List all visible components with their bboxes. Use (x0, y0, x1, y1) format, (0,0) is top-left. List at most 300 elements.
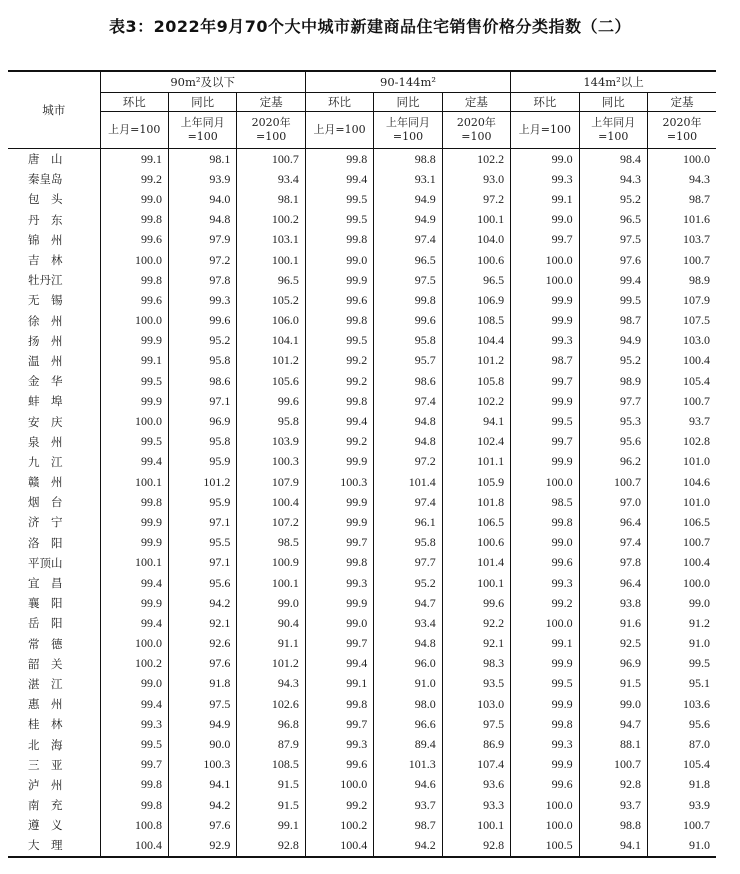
value-cell: 100.2 (100, 654, 168, 674)
value-cell: 99.2 (305, 432, 373, 452)
value-cell: 99.6 (305, 290, 373, 310)
city-cell: 泉 州 (28, 434, 63, 449)
value-cell: 96.1 (374, 512, 442, 532)
value-cell: 97.0 (579, 492, 647, 512)
value-cell: 97.1 (168, 512, 236, 532)
value-cell: 98.4 (579, 149, 647, 170)
city-cell: 湛 江 (28, 676, 63, 691)
value-cell: 94.7 (374, 593, 442, 613)
value-cell: 99.9 (511, 290, 579, 310)
header-subhead: 环比 (100, 93, 168, 112)
value-cell: 97.4 (579, 533, 647, 553)
value-cell: 99.1 (511, 189, 579, 209)
value-cell: 99.9 (511, 311, 579, 331)
table-header (8, 71, 716, 149)
value-cell: 100.3 (168, 755, 236, 775)
value-cell: 94.2 (374, 835, 442, 856)
header-subhead: 环比 (511, 93, 579, 112)
value-cell: 98.8 (374, 149, 442, 170)
value-cell: 100.0 (100, 311, 168, 331)
value-cell: 99.2 (305, 351, 373, 371)
value-cell: 105.9 (442, 472, 510, 492)
value-cell: 100.3 (237, 452, 305, 472)
value-cell: 99.9 (100, 533, 168, 553)
value-cell: 99.5 (305, 189, 373, 209)
value-cell: 97.4 (374, 492, 442, 512)
value-cell: 93.7 (374, 795, 442, 815)
value-cell: 94.1 (442, 411, 510, 431)
value-cell: 99.6 (100, 230, 168, 250)
value-cell: 96.4 (579, 573, 647, 593)
table-row (8, 411, 716, 431)
value-cell: 99.8 (100, 492, 168, 512)
city-cell: 烟 台 (28, 495, 63, 510)
table-title: 表3：2022年9月70个大中城市新建商品住宅销售价格分类指数（二） (108, 17, 632, 36)
value-cell: 99.4 (305, 654, 373, 674)
value-cell: 99.9 (305, 270, 373, 290)
value-cell: 99.0 (511, 210, 579, 230)
value-cell: 96.0 (374, 654, 442, 674)
city-cell: 牡丹江 (28, 273, 63, 288)
table-row (8, 694, 716, 714)
value-cell: 99.1 (237, 815, 305, 835)
header-group-small: 90m²及以下 (100, 71, 305, 93)
header-base: 上年同月 =100 (168, 112, 236, 149)
value-cell: 101.2 (237, 351, 305, 371)
value-cell: 95.6 (647, 714, 716, 734)
value-cell: 92.8 (237, 835, 305, 856)
value-cell: 102.6 (237, 694, 305, 714)
table-row (8, 734, 716, 754)
value-cell: 107.9 (237, 472, 305, 492)
table-row (8, 492, 716, 512)
value-cell: 99.9 (511, 654, 579, 674)
city-cell: 赣 州 (28, 475, 63, 490)
value-cell: 97.8 (579, 553, 647, 573)
value-cell: 100.2 (305, 815, 373, 835)
value-cell: 96.9 (579, 654, 647, 674)
value-cell: 99.7 (305, 634, 373, 654)
value-cell: 98.0 (374, 694, 442, 714)
value-cell: 103.1 (237, 230, 305, 250)
price-index-table-container (8, 70, 716, 858)
value-cell: 100.7 (647, 391, 716, 411)
value-cell: 102.4 (442, 432, 510, 452)
value-cell: 90.4 (237, 613, 305, 633)
table-row (8, 755, 716, 775)
value-cell: 96.2 (579, 452, 647, 472)
value-cell: 96.9 (168, 411, 236, 431)
value-cell: 99.9 (100, 331, 168, 351)
value-cell: 95.2 (579, 189, 647, 209)
header-base: 2020年 =100 (647, 112, 716, 149)
table-row (8, 371, 716, 391)
value-cell: 97.6 (168, 815, 236, 835)
city-cell: 大 理 (8, 835, 100, 856)
value-cell: 98.7 (511, 351, 579, 371)
header-subhead: 定基 (442, 93, 510, 112)
table-row (8, 613, 716, 633)
value-cell: 93.0 (442, 169, 510, 189)
value-cell: 99.8 (100, 210, 168, 230)
value-cell: 100.7 (647, 815, 716, 835)
value-cell: 97.2 (168, 250, 236, 270)
value-cell: 94.9 (579, 331, 647, 351)
value-cell: 105.8 (442, 371, 510, 391)
header-base: 上年同月 =100 (579, 112, 647, 149)
value-cell: 95.6 (579, 432, 647, 452)
value-cell: 104.1 (237, 331, 305, 351)
header-subhead: 定基 (237, 93, 305, 112)
value-cell: 102.2 (442, 391, 510, 411)
value-cell: 98.7 (647, 189, 716, 209)
city-cell: 安 庆 (28, 414, 63, 429)
value-cell: 96.5 (442, 270, 510, 290)
value-cell: 99.0 (237, 593, 305, 613)
value-cell: 102.2 (442, 149, 510, 170)
value-cell: 99.4 (305, 411, 373, 431)
value-cell: 100.1 (237, 573, 305, 593)
city-cell: 宜 昌 (28, 576, 63, 591)
value-cell: 94.6 (374, 775, 442, 795)
value-cell: 98.5 (511, 492, 579, 512)
value-cell: 99.5 (100, 734, 168, 754)
value-cell: 98.6 (168, 371, 236, 391)
value-cell: 100.4 (100, 835, 168, 856)
city-cell: 包 头 (28, 192, 63, 207)
value-cell: 99.7 (511, 371, 579, 391)
value-cell: 100.4 (305, 835, 373, 856)
header-subhead: 定基 (647, 93, 716, 112)
value-cell: 99.1 (100, 149, 168, 170)
value-cell: 98.9 (647, 270, 716, 290)
table-row (8, 553, 716, 573)
value-cell: 96.5 (237, 270, 305, 290)
value-cell: 88.1 (579, 734, 647, 754)
value-cell: 106.9 (442, 290, 510, 310)
value-cell: 99.8 (305, 149, 373, 170)
value-cell: 107.9 (647, 290, 716, 310)
value-cell: 95.8 (168, 432, 236, 452)
value-cell: 100.0 (100, 250, 168, 270)
value-cell: 99.3 (511, 573, 579, 593)
value-cell: 99.2 (511, 593, 579, 613)
value-cell: 97.5 (579, 230, 647, 250)
value-cell: 101.4 (374, 472, 442, 492)
city-cell: 徐 州 (28, 313, 63, 328)
value-cell: 93.9 (647, 795, 716, 815)
value-cell: 108.5 (237, 755, 305, 775)
value-cell: 99.6 (442, 593, 510, 613)
city-cell: 桂 林 (28, 717, 63, 732)
value-cell: 92.8 (579, 775, 647, 795)
value-cell: 100.1 (442, 815, 510, 835)
value-cell: 98.7 (579, 311, 647, 331)
value-cell: 101.1 (442, 452, 510, 472)
value-cell: 104.0 (442, 230, 510, 250)
value-cell: 86.9 (442, 734, 510, 754)
value-cell: 104.6 (647, 472, 716, 492)
value-cell: 99.0 (100, 674, 168, 694)
table-row (8, 432, 716, 452)
value-cell: 99.9 (511, 694, 579, 714)
value-cell: 100.0 (511, 815, 579, 835)
city-cell: 洛 阳 (28, 535, 63, 550)
header-base: 上月=100 (511, 112, 579, 149)
table-row (8, 634, 716, 654)
value-cell: 97.5 (168, 694, 236, 714)
city-cell: 无 锡 (28, 293, 63, 308)
city-cell: 济 宁 (28, 515, 63, 530)
city-cell: 温 州 (28, 353, 63, 368)
city-cell: 锦 州 (28, 232, 63, 247)
value-cell: 100.1 (100, 553, 168, 573)
table-row (8, 311, 716, 331)
value-cell: 99.0 (579, 694, 647, 714)
value-cell: 97.4 (374, 230, 442, 250)
table-row (8, 533, 716, 553)
value-cell: 103.0 (442, 694, 510, 714)
value-cell: 97.2 (442, 189, 510, 209)
value-cell: 99.8 (100, 270, 168, 290)
value-cell: 93.7 (579, 795, 647, 815)
value-cell: 99.1 (100, 351, 168, 371)
value-cell: 91.0 (647, 835, 716, 856)
table-row (8, 331, 716, 351)
value-cell: 99.6 (374, 311, 442, 331)
value-cell: 99.8 (511, 512, 579, 532)
table-row (8, 270, 716, 290)
value-cell: 99.4 (100, 573, 168, 593)
value-cell: 99.9 (511, 452, 579, 472)
value-cell: 99.8 (305, 311, 373, 331)
value-cell: 99.3 (168, 290, 236, 310)
value-cell: 100.6 (442, 533, 510, 553)
value-cell: 99.1 (305, 674, 373, 694)
value-cell: 95.2 (168, 331, 236, 351)
value-cell: 99.8 (374, 290, 442, 310)
value-cell: 93.6 (442, 775, 510, 795)
value-cell: 101.0 (647, 452, 716, 472)
value-cell: 101.2 (237, 654, 305, 674)
value-cell: 97.1 (168, 391, 236, 411)
value-cell: 107.5 (647, 311, 716, 331)
value-cell: 100.2 (237, 210, 305, 230)
value-cell: 92.1 (168, 613, 236, 633)
table-row (8, 452, 716, 472)
value-cell: 92.6 (168, 634, 236, 654)
value-cell: 99.4 (579, 270, 647, 290)
value-cell: 100.0 (305, 775, 373, 795)
value-cell: 97.4 (374, 391, 442, 411)
value-cell: 94.3 (579, 169, 647, 189)
header-base: 2020年 =100 (442, 112, 510, 149)
value-cell: 92.8 (442, 835, 510, 856)
value-cell: 99.6 (100, 290, 168, 310)
table-row (8, 714, 716, 734)
value-cell: 100.0 (511, 613, 579, 633)
value-cell: 94.9 (374, 189, 442, 209)
value-cell: 99.0 (511, 533, 579, 553)
value-cell: 97.5 (442, 714, 510, 734)
value-cell: 98.1 (168, 149, 236, 170)
value-cell: 94.1 (168, 775, 236, 795)
value-cell: 92.9 (168, 835, 236, 856)
value-cell: 92.5 (579, 634, 647, 654)
value-cell: 107.2 (237, 512, 305, 532)
value-cell: 96.4 (579, 512, 647, 532)
value-cell: 99.8 (100, 775, 168, 795)
value-cell: 99.0 (511, 149, 579, 170)
value-cell: 93.9 (168, 169, 236, 189)
value-cell: 100.5 (511, 835, 579, 856)
table-row (8, 654, 716, 674)
value-cell: 100.0 (100, 411, 168, 431)
value-cell: 105.4 (647, 755, 716, 775)
value-cell: 100.1 (237, 250, 305, 270)
value-cell: 97.1 (168, 553, 236, 573)
value-cell: 95.8 (237, 411, 305, 431)
header-base: 上月=100 (100, 112, 168, 149)
value-cell: 100.7 (579, 472, 647, 492)
table-row (8, 775, 716, 795)
value-cell: 97.6 (168, 654, 236, 674)
city-cell: 平顶山 (28, 555, 63, 570)
value-cell: 100.1 (100, 472, 168, 492)
value-cell: 99.0 (305, 250, 373, 270)
value-cell: 103.0 (647, 331, 716, 351)
value-cell: 95.2 (374, 573, 442, 593)
value-cell: 91.2 (647, 613, 716, 633)
value-cell: 99.7 (305, 714, 373, 734)
value-cell: 101.6 (647, 210, 716, 230)
value-cell: 99.8 (511, 714, 579, 734)
value-cell: 108.5 (442, 311, 510, 331)
value-cell: 97.2 (374, 452, 442, 472)
value-cell: 101.3 (374, 755, 442, 775)
value-cell: 87.9 (237, 734, 305, 754)
value-cell: 95.7 (374, 351, 442, 371)
price-index-table (8, 70, 716, 858)
value-cell: 99.8 (305, 230, 373, 250)
value-cell: 95.8 (374, 331, 442, 351)
value-cell: 89.4 (374, 734, 442, 754)
value-cell: 99.9 (511, 391, 579, 411)
value-cell: 99.6 (511, 553, 579, 573)
value-cell: 97.9 (168, 230, 236, 250)
value-cell: 100.9 (237, 553, 305, 573)
value-cell: 99.6 (168, 311, 236, 331)
value-cell: 100.0 (647, 573, 716, 593)
value-cell: 99.9 (305, 593, 373, 613)
value-cell: 91.8 (647, 775, 716, 795)
value-cell: 100.8 (100, 815, 168, 835)
city-cell: 丹 东 (28, 212, 63, 227)
value-cell: 99.4 (100, 452, 168, 472)
value-cell: 99.8 (305, 391, 373, 411)
value-cell: 106.0 (237, 311, 305, 331)
value-cell: 94.1 (579, 835, 647, 856)
value-cell: 99.4 (100, 694, 168, 714)
value-cell: 99.5 (511, 411, 579, 431)
value-cell: 94.3 (237, 674, 305, 694)
value-cell: 98.3 (442, 654, 510, 674)
header-base: 上月=100 (305, 112, 373, 149)
value-cell: 99.3 (511, 331, 579, 351)
value-cell: 99.7 (305, 533, 373, 553)
value-cell: 94.9 (374, 210, 442, 230)
value-cell: 100.1 (442, 573, 510, 593)
value-cell: 94.8 (374, 411, 442, 431)
value-cell: 91.5 (237, 795, 305, 815)
value-cell: 94.8 (374, 432, 442, 452)
value-cell: 94.9 (168, 714, 236, 734)
table-row (8, 472, 716, 492)
value-cell: 100.0 (511, 250, 579, 270)
value-cell: 99.5 (579, 290, 647, 310)
value-cell: 100.7 (237, 149, 305, 170)
city-cell: 三 亚 (28, 757, 63, 772)
header-subhead: 同比 (579, 93, 647, 112)
value-cell: 105.6 (237, 371, 305, 391)
value-cell: 99.8 (305, 553, 373, 573)
header-city: 城市 (42, 103, 66, 117)
table-row (8, 674, 716, 694)
value-cell: 99.2 (100, 169, 168, 189)
value-cell: 96.8 (237, 714, 305, 734)
table-body (8, 149, 716, 857)
value-cell: 90.0 (168, 734, 236, 754)
table-row (8, 815, 716, 835)
value-cell: 99.5 (647, 654, 716, 674)
value-cell: 98.5 (237, 533, 305, 553)
value-cell: 99.3 (100, 714, 168, 734)
header-subhead: 同比 (374, 93, 442, 112)
header-group-large: 144m²以上 (511, 71, 716, 93)
value-cell: 99.3 (511, 169, 579, 189)
city-cell: 泸 州 (28, 777, 63, 792)
city-cell: 吉 林 (28, 253, 63, 268)
city-cell: 金 华 (28, 374, 63, 389)
value-cell: 101.0 (647, 492, 716, 512)
value-cell: 95.9 (168, 492, 236, 512)
value-cell: 100.7 (647, 533, 716, 553)
value-cell: 99.4 (305, 169, 373, 189)
value-cell: 99.5 (305, 331, 373, 351)
value-cell: 99.6 (305, 755, 373, 775)
city-cell: 九 江 (28, 454, 63, 469)
value-cell: 100.0 (100, 634, 168, 654)
value-cell: 91.0 (647, 634, 716, 654)
value-cell: 98.7 (374, 815, 442, 835)
value-cell: 94.0 (168, 189, 236, 209)
value-cell: 95.3 (579, 411, 647, 431)
value-cell: 100.4 (647, 553, 716, 573)
value-cell: 98.8 (579, 815, 647, 835)
value-cell: 100.0 (511, 795, 579, 815)
value-cell: 92.1 (442, 634, 510, 654)
value-cell: 99.1 (511, 634, 579, 654)
table-row (8, 391, 716, 411)
value-cell: 99.6 (237, 391, 305, 411)
value-cell: 95.1 (647, 674, 716, 694)
value-cell: 94.8 (374, 634, 442, 654)
value-cell: 99.5 (305, 210, 373, 230)
value-cell: 93.1 (374, 169, 442, 189)
value-cell: 99.8 (100, 795, 168, 815)
table-row (8, 795, 716, 815)
value-cell: 94.7 (579, 714, 647, 734)
